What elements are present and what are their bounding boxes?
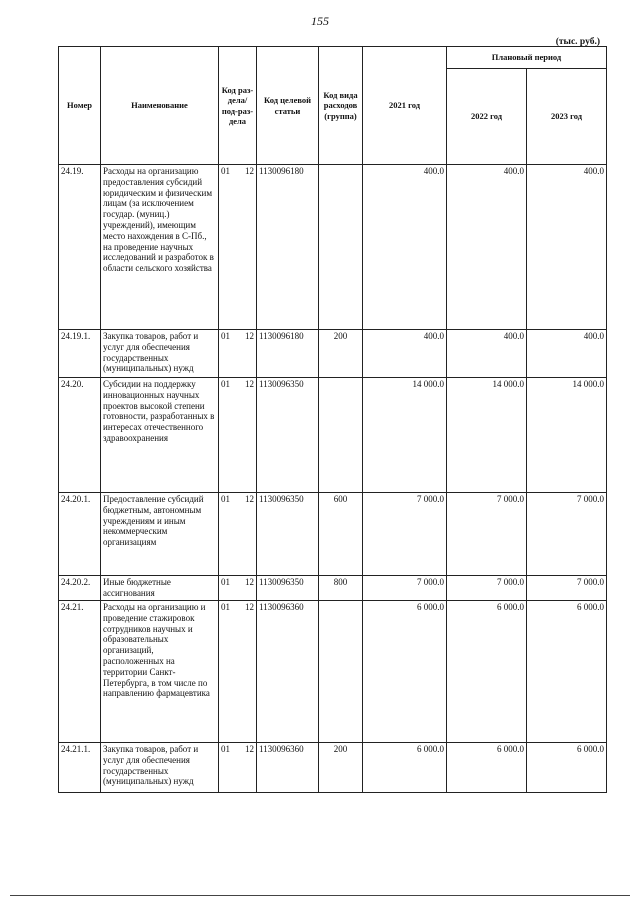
table-header [59,47,607,165]
header-target-code: Код целевой статьи [257,47,319,165]
header-year-2021: 2021 год [363,47,447,165]
row-expense-code: 600 [319,493,363,576]
row-name: Расходы на организацию и проведение стажировок сотрудников научных и образовательных организаций, расположенных на территории Санкт-Петербурга, в том числе по направлению фармацевтика [101,601,219,743]
page-number: 155 [311,14,329,28]
row-value-2023: 7 000.0 [527,576,607,601]
row-value-2023: 6 000.0 [527,601,607,743]
row-value-2023: 400.0 [527,330,607,378]
table-body [59,165,607,793]
row-value-2022: 6 000.0 [447,601,527,743]
units-label: (тыс. руб.) [555,37,600,47]
row-section-code [219,378,257,493]
row-number: 24.19.1. [59,330,101,378]
row-target-code: 1130096360 [257,743,319,793]
row-expense-code: 800 [319,576,363,601]
row-value-2021: 6 000.0 [363,601,447,743]
row-name: Предоставление субсидий бюджетным, автономным учреждениям и иным некоммерческим организациям [101,493,219,576]
header-name: Наименование [101,47,219,165]
row-subsection: 12 [245,577,254,587]
row-value-2021: 7 000.0 [363,493,447,576]
row-name: Закупка товаров, работ и услуг для обеспечения государственных (муниципальных) нужд [101,743,219,793]
row-section: 01 [221,379,230,389]
row-number: 24.20. [59,378,101,493]
table-row [59,378,607,493]
row-value-2022: 400.0 [447,330,527,378]
row-value-2023: 400.0 [527,165,607,330]
row-value-2022: 7 000.0 [447,493,527,576]
header-section-code: Код раз-дела/ под-раз-дела [219,47,257,165]
row-section: 01 [221,602,230,612]
row-target-code: 1130096360 [257,601,319,743]
row-section-code [219,330,257,378]
row-value-2022: 400.0 [447,165,527,330]
row-name: Закупка товаров, работ и услуг для обеспечения государственных (муниципальных) нужд [101,330,219,378]
row-section: 01 [221,744,230,754]
row-target-code: 1130096350 [257,378,319,493]
row-number: 24.21.1. [59,743,101,793]
table-row [59,330,607,378]
row-expense-code: 200 [319,330,363,378]
row-name: Иные бюджетные ассигнования [101,576,219,601]
row-target-code: 1130096350 [257,576,319,601]
row-subsection: 12 [245,744,254,754]
row-expense-code [319,165,363,330]
row-value-2023: 6 000.0 [527,743,607,793]
row-section: 01 [221,331,230,341]
row-target-code: 1130096180 [257,330,319,378]
table-row [59,493,607,576]
row-section-code [219,493,257,576]
row-number: 24.19. [59,165,101,330]
row-name: Расходы на организацию предоставления субсидий юридическим и физическим лицам (за исключением государ. (муниц.) учреждений), имеющим место нахождения в С-Пб., на проведение научных исследований и разработок в области сельского хозяйства [101,165,219,330]
row-value-2021: 400.0 [363,165,447,330]
row-section-code [219,165,257,330]
row-value-2021: 400.0 [363,330,447,378]
row-section: 01 [221,494,230,504]
row-number: 24.21. [59,601,101,743]
row-expense-code [319,601,363,743]
budget-table [58,46,607,793]
header-expense-code: Код вида расходов (группа) [319,47,363,165]
row-subsection: 12 [245,494,254,504]
row-value-2022: 7 000.0 [447,576,527,601]
row-section-code [219,743,257,793]
row-value-2022: 14 000.0 [447,378,527,493]
row-target-code: 1130096180 [257,165,319,330]
row-expense-code [319,378,363,493]
row-name: Субсидии на поддержку инновационных научных проектов высокой степени готовности, разработанных в интересах отечественного здравоохранения [101,378,219,493]
header-planned-period: Плановый период [447,47,607,69]
table-row [59,165,607,330]
row-expense-code: 200 [319,743,363,793]
row-subsection: 12 [245,602,254,612]
row-section: 01 [221,166,230,176]
row-subsection: 12 [245,166,254,176]
header-year-2022: 2022 год [447,69,527,165]
table-row [59,601,607,743]
row-value-2023: 7 000.0 [527,493,607,576]
row-subsection: 12 [245,331,254,341]
table-row [59,576,607,601]
row-value-2021: 7 000.0 [363,576,447,601]
row-value-2023: 14 000.0 [527,378,607,493]
row-value-2021: 14 000.0 [363,378,447,493]
row-section-code [219,601,257,743]
page-bottom-rule [10,895,630,896]
row-target-code: 1130096350 [257,493,319,576]
header-number: Номер [59,47,101,165]
row-number: 24.20.2. [59,576,101,601]
row-value-2022: 6 000.0 [447,743,527,793]
row-value-2021: 6 000.0 [363,743,447,793]
header-year-2023: 2023 год [527,69,607,165]
row-section: 01 [221,577,230,587]
row-number: 24.20.1. [59,493,101,576]
row-subsection: 12 [245,379,254,389]
table-row [59,743,607,793]
row-section-code [219,576,257,601]
